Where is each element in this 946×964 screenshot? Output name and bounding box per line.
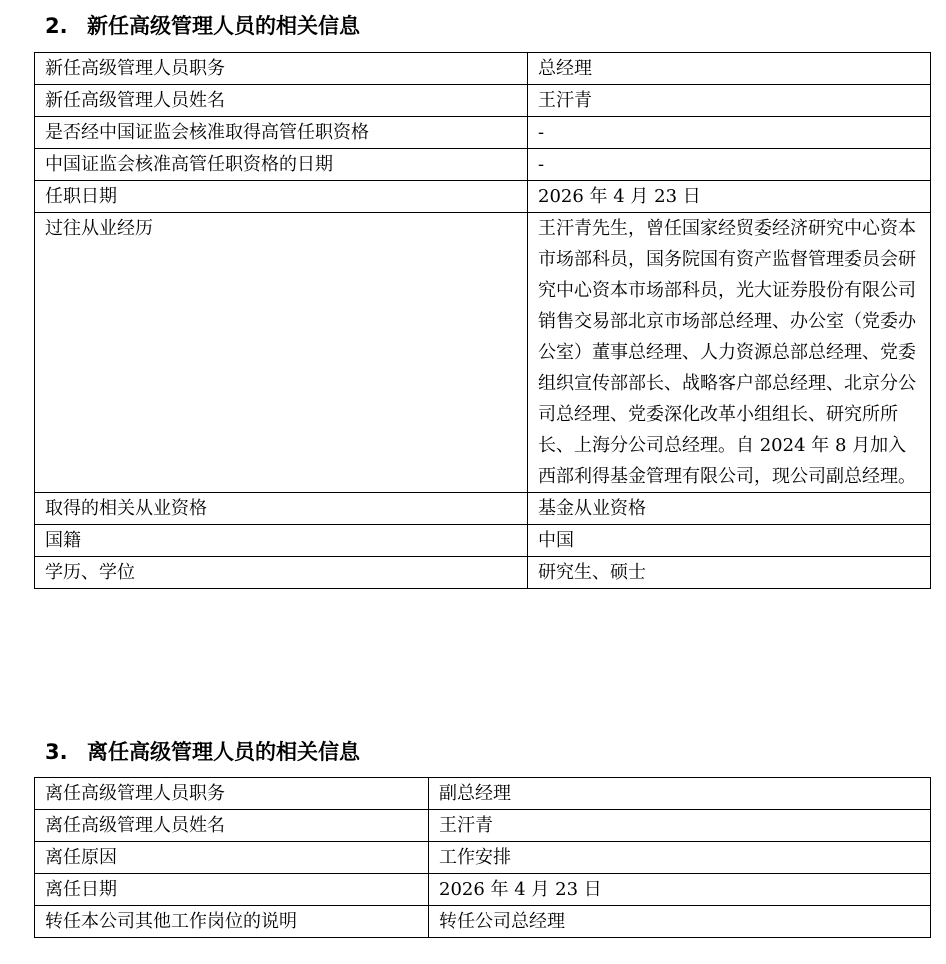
table-row: [35, 149, 931, 181]
row-value-experience: 王汗青先生，曾任国家经贸委经济研究中心资本市场部科员，国务院国有资产监督管理委员会研究中心资本市场部科员，光大证券股份有限公司销售交易部北京市场部总经理、办公室（党委办公室）董事总经理、人力资源总部总经理、党委组织宣传部部长、战略客户部总经理、北京分公司总经理、党委深化改革小组组长、研究所所长、上海分公司总经理。自 2024 年 8 月加入西部利得基金管理有限公司，现公司副总经理。: [528, 213, 931, 493]
row-label: 任职日期: [35, 181, 528, 213]
row-value: 2026 年 4 月 23 日: [528, 181, 931, 213]
row-value: 总经理: [528, 53, 931, 85]
table-row: [35, 213, 931, 493]
new-executive-info-table: [34, 52, 931, 589]
table-row: [35, 85, 931, 117]
table-row: [35, 842, 931, 874]
departing-executive-info-table: [34, 777, 931, 938]
row-value: 工作安排: [429, 842, 931, 874]
row-label: 离任高级管理人员职务: [35, 778, 429, 810]
row-label: 是否经中国证监会核准取得高管任职资格: [35, 117, 528, 149]
row-label: 新任高级管理人员职务: [35, 53, 528, 85]
table-row: [35, 117, 931, 149]
row-label: 过往从业经历: [35, 213, 528, 493]
row-label: 离任高级管理人员姓名: [35, 810, 429, 842]
table-row: [35, 493, 931, 525]
row-value: 王汗青: [528, 85, 931, 117]
row-label: 取得的相关从业资格: [35, 493, 528, 525]
row-value: 研究生、硕士: [528, 557, 931, 589]
table-row: [35, 525, 931, 557]
section-2-heading: [45, 12, 360, 40]
row-value: 基金从业资格: [528, 493, 931, 525]
row-value: 王汗青: [429, 810, 931, 842]
section-2-title: 新任高级管理人员的相关信息: [87, 14, 360, 38]
section-3-title: 离任高级管理人员的相关信息: [87, 740, 360, 764]
table-row: [35, 810, 931, 842]
table-row: [35, 53, 931, 85]
row-label: 学历、学位: [35, 557, 528, 589]
table-row: [35, 906, 931, 938]
row-label: 新任高级管理人员姓名: [35, 85, 528, 117]
row-value: 中国: [528, 525, 931, 557]
row-label: 离任原因: [35, 842, 429, 874]
table-row: [35, 181, 931, 213]
section-3-number: 3.: [45, 740, 68, 764]
section-3-heading: [45, 738, 360, 766]
row-value: 副总经理: [429, 778, 931, 810]
row-value: -: [528, 117, 931, 149]
row-label: 国籍: [35, 525, 528, 557]
row-value: -: [528, 149, 931, 181]
row-value: 2026 年 4 月 23 日: [429, 874, 931, 906]
section-2-number: 2.: [45, 14, 68, 38]
row-label: 中国证监会核准高管任职资格的日期: [35, 149, 528, 181]
row-label: 转任本公司其他工作岗位的说明: [35, 906, 429, 938]
table-row: [35, 874, 931, 906]
row-value: 转任公司总经理: [429, 906, 931, 938]
table-row: [35, 778, 931, 810]
row-label: 离任日期: [35, 874, 429, 906]
table-row: [35, 557, 931, 589]
